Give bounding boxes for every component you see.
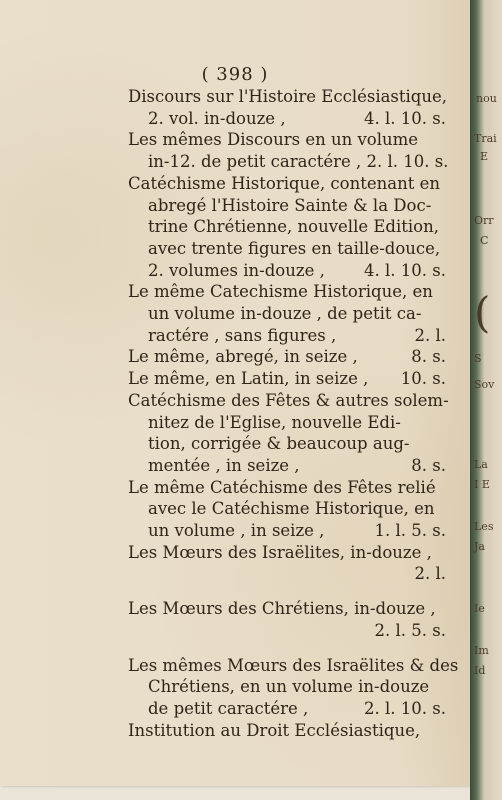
entry-line: Discours sur l'Histoire Ecclésiastique, bbox=[128, 87, 448, 106]
entry-price: 2. l. bbox=[414, 325, 446, 345]
catalogue-entry bbox=[128, 390, 449, 477]
entry-line: Institution au Droit Ecclésiastique, bbox=[128, 720, 421, 740]
entry-price: 2. l. bbox=[414, 564, 446, 584]
entry-line: abregé l'Histoire Sainte & la Doc- bbox=[148, 195, 432, 215]
gutter-fragment: nou bbox=[476, 92, 497, 105]
entry-line: nitez de l'Eglise, nouvelle Edi- bbox=[148, 412, 401, 432]
catalogue-entry bbox=[128, 598, 446, 641]
entry-line: avec trente figures en taille-douce, bbox=[148, 238, 441, 258]
entry-line bbox=[128, 260, 446, 282]
catalogue-entry bbox=[128, 281, 446, 346]
entry-line bbox=[128, 108, 446, 130]
gutter-fragment: Im bbox=[474, 644, 489, 657]
entry-line: un volume in-douze , de petit ca- bbox=[148, 304, 422, 324]
entry-line bbox=[128, 698, 446, 720]
gutter-fragment: S bbox=[474, 352, 482, 365]
entry-line bbox=[128, 346, 446, 368]
gutter-fragment: Trai bbox=[474, 132, 497, 145]
catalogue-entry bbox=[128, 173, 446, 282]
gutter-fragment: Id bbox=[474, 664, 486, 677]
entry-price: 8. s. bbox=[411, 347, 446, 367]
entry-price: 4. l. 10. s. bbox=[364, 108, 446, 128]
gutter-fragment: Les bbox=[474, 520, 494, 533]
gutter-fragment: Sov bbox=[474, 378, 495, 391]
entry-price: 1. l. 5. s. bbox=[374, 521, 446, 541]
gutter-fragment: ( bbox=[474, 288, 491, 337]
entry-line: Chrétiens, en un volume in-douze bbox=[148, 677, 430, 697]
entry-line: Les Mœurs des Israëlites, in-douze , bbox=[128, 542, 432, 562]
entry-line: Les mêmes Mœurs des Israëlites & des bbox=[128, 655, 459, 675]
entry-line: tion, corrigée & beaucoup aug- bbox=[148, 434, 410, 454]
entry-price: 8. s. bbox=[411, 455, 446, 475]
gutter-fragment: Ie bbox=[474, 602, 485, 615]
catalogue-entry bbox=[128, 720, 446, 742]
adjacent-page-gutter bbox=[470, 0, 502, 800]
page-number: ( 398 ) bbox=[201, 64, 269, 85]
entry-line bbox=[128, 325, 446, 347]
catalogue-entry bbox=[128, 368, 446, 390]
entry-price: 2. l. 5. s. bbox=[374, 620, 446, 640]
catalogue-entry bbox=[128, 86, 446, 129]
entry-line bbox=[128, 455, 446, 477]
gutter-fragment: C bbox=[480, 234, 489, 247]
entry-line: Le même Catechisme Historique, en bbox=[128, 282, 433, 302]
entry-line: trine Chrétienne, nouvelle Edition, bbox=[148, 217, 439, 237]
gutter-fragment: Ja bbox=[474, 540, 485, 553]
entry-line: Le même Catéchisme des Fêtes relié bbox=[128, 477, 436, 497]
entry-format: ractére , sans figures , bbox=[148, 325, 337, 345]
entry-price: 2. l. 10. s. bbox=[364, 698, 446, 718]
entry-line: Catéchisme des Fêtes & autres solem- bbox=[128, 390, 449, 410]
gutter-fragment: Orr bbox=[474, 214, 494, 227]
entry-line bbox=[128, 368, 446, 390]
catalogue-entry bbox=[128, 655, 459, 720]
catalogue-entry bbox=[128, 542, 446, 585]
catalogue-entry bbox=[128, 129, 449, 172]
entry-format: un volume , in seize , bbox=[148, 521, 325, 541]
catalogue-entry bbox=[128, 477, 446, 542]
entry-line: Catéchisme Historique, contenant en bbox=[128, 173, 440, 193]
entry-line: avec le Catéchisme Historique, en bbox=[148, 499, 435, 519]
entry-line: in-12. de petit caractére , 2. l. 10. s. bbox=[148, 152, 449, 172]
entry-format: 2. vol. in-douze , bbox=[148, 108, 286, 128]
catalogue-text bbox=[128, 86, 459, 741]
gutter-fragment: I E bbox=[474, 478, 490, 491]
entry-price: 4. l. 10. s. bbox=[364, 260, 446, 280]
entry-title: Le même, abregé, in seize , bbox=[128, 347, 358, 367]
gutter-fragment: E bbox=[480, 150, 489, 163]
gutter-fragment: La bbox=[474, 458, 488, 471]
entry-price: 10. s. bbox=[400, 369, 446, 389]
entry-line bbox=[128, 520, 446, 542]
entry-format: 2. volumes in-douze , bbox=[148, 260, 325, 280]
entry-format: mentée , in seize , bbox=[148, 455, 300, 475]
entry-format: de petit caractére , bbox=[148, 698, 309, 718]
entry-title: Le même, en Latin, in seize , bbox=[128, 369, 369, 389]
entry-line: Les Mœurs des Chrétiens, in-douze , bbox=[128, 599, 436, 619]
catalogue-entry bbox=[128, 346, 446, 368]
entry-line: Les mêmes Discours en un volume bbox=[128, 130, 419, 150]
